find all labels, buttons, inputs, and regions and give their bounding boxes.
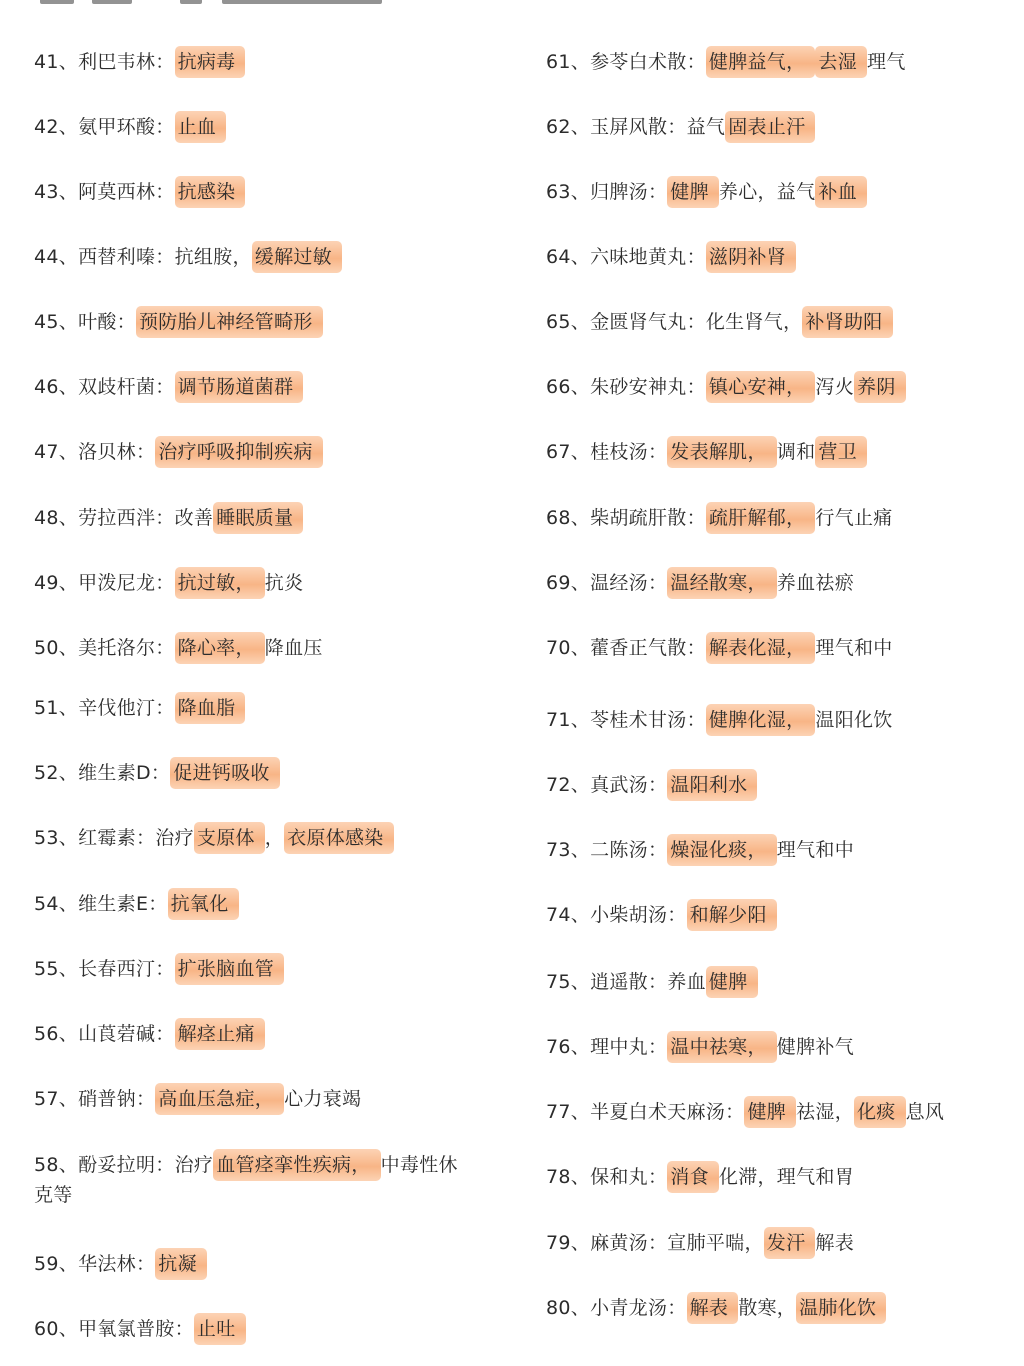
highlighted-text: 高血压急症， [155, 1083, 284, 1115]
list-item [34, 823, 394, 853]
highlighted-text: 抗感染 [175, 176, 246, 208]
list-item [34, 372, 303, 402]
item-text: 53、红霉素：治疗 [34, 827, 194, 849]
highlighted-text: 镇心安神， [706, 371, 816, 403]
list-item [34, 242, 342, 272]
item-text: 52、维生素D： [34, 762, 171, 784]
highlighted-text: 营卫 [815, 436, 867, 468]
highlighted-text: 补血 [815, 176, 867, 208]
item-text: 75、逍遥散：养血 [546, 971, 706, 993]
item-text: 64、六味地黄丸： [546, 246, 706, 268]
list-item [546, 770, 757, 800]
highlighted-text: 治疗呼吸抑制疾病 [155, 436, 322, 468]
highlighted-text: 血管痉挛性疾病， [213, 1149, 380, 1181]
item-text: 54、维生素E： [34, 893, 168, 915]
list-item [34, 889, 239, 919]
item-text: 养血祛瘀 [776, 572, 854, 594]
highlighted-text: 养阴 [854, 371, 906, 403]
list-item [34, 1019, 265, 1049]
highlighted-text: 滋阴补肾 [706, 241, 796, 273]
highlighted-text: 健脾化湿， [706, 704, 816, 736]
highlighted-text: 缓解过敏 [252, 241, 342, 273]
item-text: 65、金匮肾气丸：化生肾气， [546, 311, 803, 333]
item-text: 泻火 [815, 376, 855, 398]
list-item [34, 693, 245, 723]
highlighted-text: 温经散寒， [667, 567, 777, 599]
item-text: 60、甲氧氯普胺： [34, 1318, 194, 1340]
list-item [34, 758, 280, 788]
item-text: 51、辛伐他汀： [34, 697, 175, 719]
list-item [34, 1249, 207, 1279]
highlighted-text: 预防胎儿神经管畸形 [136, 306, 323, 338]
highlighted-text: 促进钙吸收 [170, 757, 280, 789]
item-text: 56、山莨菪碱： [34, 1023, 175, 1045]
item-text: 健脾补气 [776, 1036, 854, 1058]
item-text: 心力衰竭 [284, 1088, 362, 1110]
list-item [546, 1032, 854, 1062]
item-text: 71、苓桂术甘汤： [546, 709, 706, 731]
list-item [34, 112, 226, 142]
highlighted-text: 温阳利水 [667, 769, 757, 801]
item-text: 理气和中 [776, 839, 854, 861]
item-text: 息风 [905, 1101, 945, 1123]
item-text: 理气 [867, 51, 906, 73]
item-text: 66、朱砂安神丸： [546, 376, 706, 398]
highlighted-text: 衣原体感染 [284, 822, 394, 854]
list-item [546, 437, 867, 467]
list-item [34, 177, 245, 207]
item-text: 76、理中丸： [546, 1036, 668, 1058]
highlighted-text: 发汗 [764, 1227, 816, 1259]
list-item [34, 47, 245, 77]
list-item [546, 900, 777, 930]
list-item [546, 1293, 886, 1323]
item-text: 44、西替利嗪：抗组胺， [34, 246, 252, 268]
item-text: 74、小柴胡汤： [546, 904, 687, 926]
item-text: 77、半夏白术天麻汤： [546, 1101, 745, 1123]
item-text: 61、参苓白术散： [546, 51, 706, 73]
list-item [34, 1084, 361, 1114]
list-item [546, 1228, 854, 1258]
list-item [34, 954, 284, 984]
highlighted-text: 和解少阳 [687, 899, 777, 931]
highlighted-text: 健脾益气， [706, 46, 816, 78]
highlighted-text: 化痰 [854, 1096, 906, 1128]
item-text: 42、氨甲环酸： [34, 116, 175, 138]
list-item [546, 47, 906, 77]
item-text: 78、保和丸： [546, 1166, 668, 1188]
item-text: 43、阿莫西林： [34, 181, 175, 203]
highlighted-text: 解表 [687, 1292, 739, 1324]
item-text: 80、小青龙汤： [546, 1297, 687, 1319]
highlighted-text: 燥湿化痰， [667, 834, 777, 866]
highlighted-text: 温中祛寒， [667, 1031, 777, 1063]
highlighted-text: 降心率， [175, 632, 265, 664]
highlighted-text: 健脾 [706, 966, 758, 998]
list-item [546, 177, 867, 207]
item-text: 73、二陈汤： [546, 839, 668, 861]
item-text: 70、藿香正气散： [546, 637, 706, 659]
list-item [546, 307, 893, 337]
item-text: 散寒， [738, 1297, 797, 1319]
list-item [34, 1314, 246, 1344]
list-item [34, 633, 323, 663]
list-item [546, 372, 906, 402]
item-text: 79、麻黄汤：宣肺平喘， [546, 1232, 764, 1254]
item-text: 抗炎 [264, 572, 304, 594]
item-text: 49、甲泼尼龙： [34, 572, 175, 594]
highlighted-text: 抗病毒 [175, 46, 246, 78]
highlighted-text: 抗过敏， [175, 567, 265, 599]
item-text: 57、硝普钠： [34, 1088, 156, 1110]
list-item [34, 1150, 474, 1210]
item-text: 解表 [815, 1232, 854, 1254]
item-text: 69、温经汤： [546, 572, 668, 594]
highlighted-text: 调节肠道菌群 [175, 371, 304, 403]
list-item [34, 568, 303, 598]
highlighted-text: 补肾助阳 [802, 306, 892, 338]
cropped-top-text [0, 0, 1024, 6]
item-text: 67、桂枝汤： [546, 441, 668, 463]
item-text: 63、归脾汤： [546, 181, 668, 203]
item-text: ， [264, 827, 285, 849]
highlighted-text: 降血脂 [175, 692, 246, 724]
highlighted-text: 去湿 [815, 46, 867, 78]
item-text: 55、长春西汀： [34, 958, 175, 980]
item-text: 温阳化饮 [815, 709, 893, 731]
list-item [546, 503, 893, 533]
list-item [546, 1097, 944, 1127]
list-item [546, 705, 893, 735]
highlighted-text: 抗凝 [155, 1248, 207, 1280]
highlighted-text: 支原体 [194, 822, 265, 854]
item-text: 72、真武汤： [546, 774, 668, 796]
item-text: 48、劳拉西泮：改善 [34, 507, 214, 529]
list-item [546, 967, 758, 997]
list-item [546, 242, 796, 272]
highlighted-text: 健脾 [744, 1096, 796, 1128]
highlighted-text: 睡眠质量 [213, 502, 303, 534]
highlighted-text: 健脾 [667, 176, 719, 208]
highlighted-text: 疏肝解郁， [706, 502, 816, 534]
highlighted-text: 发表解肌， [667, 436, 777, 468]
highlighted-text: 解痉止痛 [175, 1018, 265, 1050]
item-text: 59、华法林： [34, 1253, 156, 1275]
highlighted-text: 止血 [175, 111, 227, 143]
list-item [34, 503, 303, 533]
highlighted-text: 止吐 [194, 1313, 246, 1345]
item-text: 养心，益气 [718, 181, 816, 203]
highlighted-text: 扩张脑血管 [175, 953, 285, 985]
list-item [546, 633, 893, 663]
item-text: 62、玉屏风散：益气 [546, 116, 726, 138]
item-text: 调和 [776, 441, 816, 463]
item-text: 58、酚妥拉明：治疗 [34, 1154, 214, 1176]
list-item [34, 437, 323, 467]
list-item [546, 1162, 854, 1192]
list-item [546, 835, 854, 865]
item-text: 46、双歧杆菌： [34, 376, 175, 398]
item-text: 理气和中 [815, 637, 893, 659]
item-text: 降血压 [264, 637, 323, 659]
item-text: 50、美托洛尔： [34, 637, 175, 659]
item-text: 45、叶酸： [34, 311, 136, 333]
item-text: 68、柴胡疏肝散： [546, 507, 706, 529]
highlighted-text: 固表止汗 [725, 111, 815, 143]
list-item [546, 568, 854, 598]
item-text: 化滞，理气和胃 [718, 1166, 854, 1188]
highlighted-text: 消食 [667, 1161, 719, 1193]
item-text: 中毒性休克等 [34, 1154, 458, 1206]
item-text: 47、洛贝林： [34, 441, 156, 463]
item-text: 祛湿， [796, 1101, 854, 1123]
highlighted-text: 温肺化饮 [796, 1292, 886, 1324]
list-item [546, 112, 815, 142]
highlighted-text: 抗氧化 [168, 888, 239, 920]
highlighted-text: 解表化湿， [706, 632, 816, 664]
list-item [34, 307, 323, 337]
item-text: 41、利巴韦林： [34, 51, 175, 73]
item-text: 行气止痛 [815, 507, 893, 529]
